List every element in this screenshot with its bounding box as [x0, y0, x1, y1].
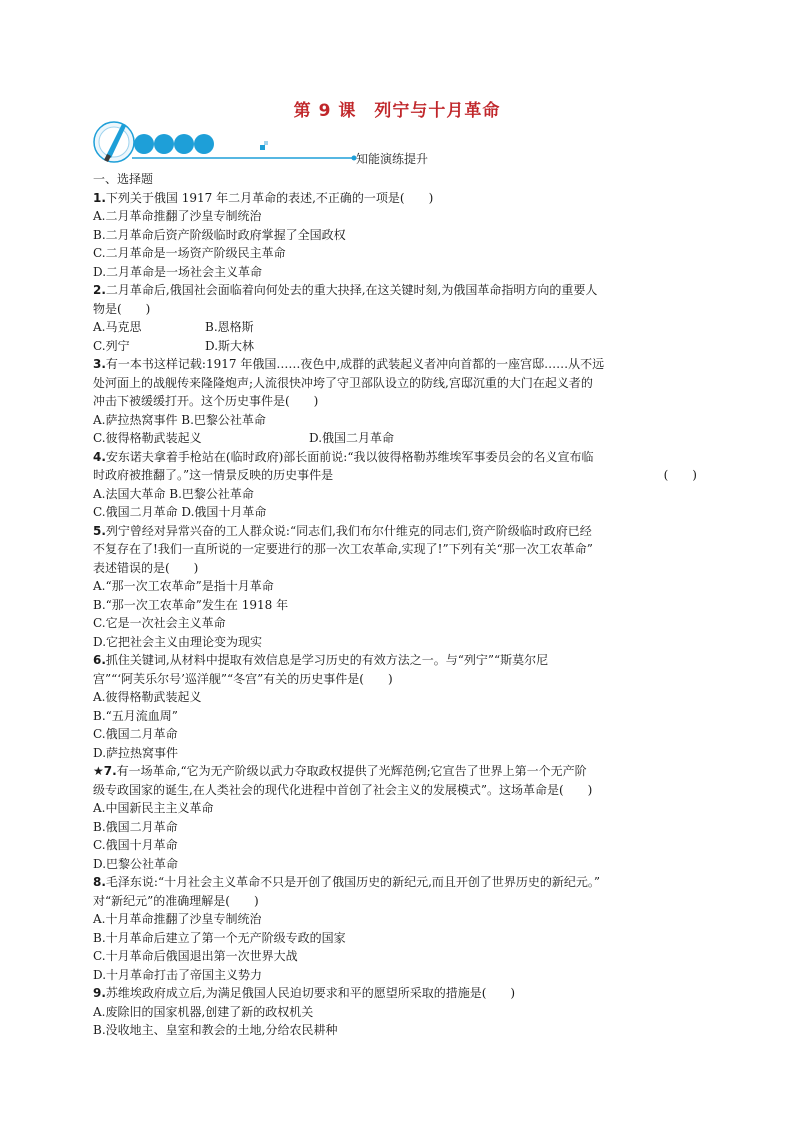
answer-blank: ( ) [663, 468, 697, 482]
question-stem-cont: 级专政国家的诞生,在人类社会的现代化进程中首创了社会主义的发展模式”。这场革命是( ) [93, 782, 593, 797]
question-list [93, 170, 705, 1040]
question-stem: 5.列宁曾经对异常兴奋的工人群众说:“同志们,我们布尔什维克的同志们,资产阶级临时政府已经 [93, 523, 592, 538]
option: A.废除旧的国家机器,创建了新的政权机关 [93, 1004, 314, 1019]
section-heading: 一、选择题 [93, 172, 154, 186]
option: A.“那一次工农革命”是指十月革命 [93, 579, 274, 593]
question-stem-cont: 时政府被推翻了。”这一情景反映的历史事件是 ( ) [93, 466, 705, 485]
question-stem: 1.下列关于俄国 1917 年二月革命的表述,不正确的一项是( ) [93, 190, 434, 205]
question-stem-cont: 宫”“‘阿芙乐尔号’巡洋舰”“冬宫”有关的历史事件是( ) [93, 671, 393, 686]
option: D.它把社会主义由理论变为现实 [93, 634, 263, 649]
question-stem-cont: 不复存在了!我们一直所说的一定要进行的那一次工农革命,实现了!”下列有关“那一次工农革命” [93, 542, 593, 556]
option: D.巴黎公社革命 [93, 856, 179, 871]
option: A.十月革命推翻了沙皇专制统治 [93, 912, 262, 926]
option: A.中国新民主主义革命 [93, 801, 214, 815]
option-row: C.彼得格勒武装起义 D.俄国二月革命 [93, 431, 395, 445]
option: D.十月革命打击了帝国主义势力 [93, 967, 263, 982]
option: B.“那一次工农革命”发生在 1918 年 [93, 597, 289, 612]
option: C.俄国十月革命 [93, 838, 178, 852]
option: D.二月革命是一场社会主义革命 [93, 264, 263, 279]
question-stem-cont: 冲击下被缓缓打开。这个历史事件是( ) [93, 394, 319, 408]
option: B.“五月流血周” [93, 708, 178, 723]
option-row: C.列宁 D.斯大林 [93, 338, 255, 353]
option: A.彼得格勒武装起义 [93, 690, 202, 704]
question-stem-cont: 处河面上的战舰传来隆隆炮声;人流很快冲垮了守卫部队设立的防线,宫邸沉重的大门在起义者的 [93, 375, 593, 390]
question-stem: 2.二月革命后,俄国社会面临着向何处去的重大抉择,在这关键时刻,为俄国革命指明方向的重要人 [93, 283, 598, 297]
question-stem-cont: 物是( ) [93, 301, 151, 316]
brush-icon [94, 122, 134, 162]
option: C.二月革命是一场资产阶级民主革命 [93, 246, 286, 260]
option-row: C.俄国二月革命 D.俄国十月革命 [93, 505, 267, 519]
option-row: A.马克思 B.恩格斯 [93, 320, 254, 334]
question-stem-cont: 表述错误的是( ) [93, 560, 199, 575]
question-stem: 9.苏维埃政府成立后,为满足俄国人民迫切要求和平的愿望所采取的措施是( ) [93, 986, 516, 1000]
option-row: A.萨拉热窝事件 B.巴黎公社革命 [93, 412, 266, 427]
question-stem: 6.抓住关键词,从材料中提取有效信息是学习历史的有效方法之一。与“列宁”“斯莫尔尼 [93, 653, 549, 667]
option: C.俄国二月革命 [93, 727, 178, 741]
question-stem: ★7.有一场革命,“它为无产阶级以武力夺取政权提供了光辉范例;它宣告了世界上第一个无产阶 [93, 764, 587, 778]
option: B.没收地主、皇室和教会的土地,分给农民耕种 [93, 1023, 338, 1037]
option-row: A.法国大革命 B.巴黎公社革命 [93, 486, 254, 501]
question-stem: 8.毛泽东说:“十月社会主义革命不只是开创了俄国历史的新纪元,而且开创了世界历史的新纪元。” [93, 875, 601, 889]
banner-label: 知能演练提升 [356, 152, 429, 166]
question-stem: 4.安东诺夫拿着手枪站在(临时政府)部长面前说:“我以彼得格勒苏维埃军事委员会的名义宣布临 [93, 449, 594, 464]
option: D.萨拉热窝事件 [93, 745, 179, 760]
question-stem-cont: 对“新纪元”的准确理解是( ) [93, 893, 259, 908]
option: B.十月革命后建立了第一个无产阶级专政的国家 [93, 930, 346, 945]
option: C.它是一次社会主义革命 [93, 616, 226, 630]
option: C.十月革命后俄国退出第一次世界大战 [93, 949, 298, 963]
option: B.俄国二月革命 [93, 819, 178, 834]
banner-circles [134, 134, 214, 154]
page-title: 第 9 课 列宁与十月革命 [293, 101, 501, 121]
question-stem: 3.有一本书这样记载:1917 年俄国……夜色中,成群的武装起义者冲向首都的一座宫邸……从不远 [93, 357, 605, 371]
option: A.二月革命推翻了沙皇专制统治 [93, 209, 262, 223]
option: B.二月革命后资产阶级临时政府掌握了全国政权 [93, 227, 346, 242]
